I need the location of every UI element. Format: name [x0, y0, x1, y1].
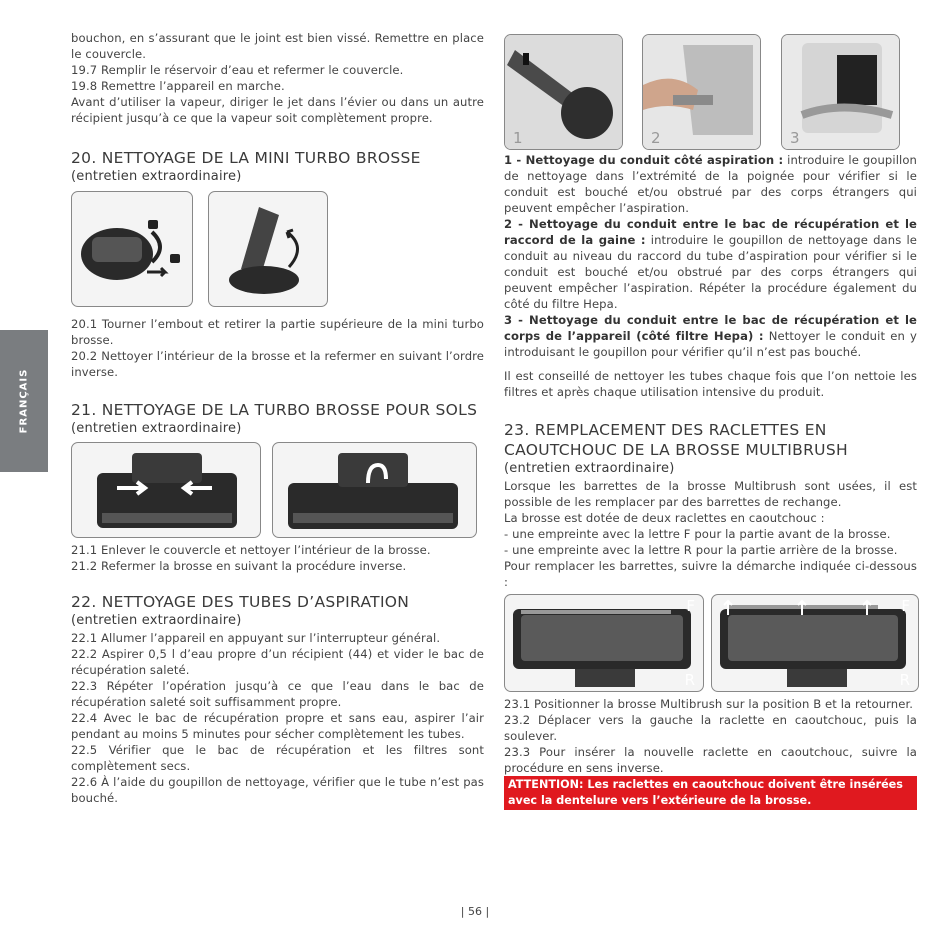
section-22-subtitle: (entretien extraordinaire) [71, 613, 242, 628]
section-23-subtitle: (entretien extraordinaire) [504, 461, 675, 476]
cleaning-item-text: Nettoyer le conduit en y introduisant le goupillon pour vérifier qu’il n’est pas bouché. [504, 329, 917, 359]
section-20-title: 20. NETTOYAGE DE LA MINI TURBO BROSSE [71, 149, 421, 167]
cleaning-photo-1 [504, 34, 623, 150]
cleaning-item-text: introduire le goupillon de nettoyage dans le conduit au niveau du raccord du tube d’aspiration pour vérifier si le conduit est bouché et/ou obstrué par des corps étrangers qui peuvent empêcher l’aspiration. Répéter la procédure également du côté du filtre Hepa. [504, 233, 918, 311]
section-20-figures [71, 186, 484, 316]
front-letter: F [901, 597, 910, 615]
section-21-title: 21. NETTOYAGE DE LA TURBO BROSSE POUR SOLS [71, 401, 478, 419]
photo-number: 2 [651, 129, 661, 147]
paragraph: 20.1 Tourner l’embout et retirer la partie supérieure de la mini turbo brosse. [71, 317, 484, 347]
tube-cleaning-figures [504, 30, 917, 152]
paragraph: bouchon, en s’assurant que le joint est bien vissé. Remettre en place le couvercle. [71, 31, 484, 61]
photo-number: 3 [790, 129, 800, 147]
attention-notice: ATTENTION: Les raclettes en caoutchouc doivent être insérées avec la dentelure vers l’extérieure de la brosse. [504, 776, 917, 810]
advice-paragraph: Il est conseillé de nettoyer les tubes chaque fois que l’on nettoie les filtres et après chaque utilisation intensive du produit. [504, 369, 917, 399]
paragraph: Avant d’utiliser la vapeur, diriger le jet dans l’évier ou dans un autre récipient jusqu’à ce que la vapeur soit complètement propre. [71, 95, 484, 125]
paragraph: 22.1 Allumer l’appareil en appuyant sur l’interrupteur général. [71, 631, 441, 645]
paragraph: - une empreinte avec la lettre R pour la partie arrière de la brosse. [504, 543, 898, 557]
paragraph: 21.2 Refermer la brosse en suivant la procédure inverse. [71, 559, 407, 573]
section-22-title: 22. NETTOYAGE DES TUBES D’ASPIRATION [71, 593, 410, 611]
paragraph: 23.3 Pour insérer la nouvelle raclette en caoutchouc, suivre la procédure en sens inverse. [504, 745, 917, 775]
section-23-title: 23. REMPLACEMENT DES RACLETTES EN CAOUTCHOUC DE LA BROSSE MULTIBRUSH [504, 421, 848, 459]
paragraph: 23.2 Déplacer vers la gauche la raclette en caoutchouc, puis la soulever. [504, 713, 917, 743]
paragraph: 22.5 Vérifier que le bac de récupération et les filtres sont complètement secs. [71, 743, 484, 773]
cleaning-item-text: introduire le goupillon de nettoyage dans l’extrémité de la poignée pour vérifier si le conduit est bouché et/ou obstrué par des corps étrangers qui peuvent empêcher l’aspiration. [504, 153, 917, 215]
cleaning-item-2 [504, 216, 917, 312]
cleaning-photo-2 [642, 34, 761, 150]
front-letter: F [686, 597, 695, 615]
mini-turbo-brush-closed-image [208, 191, 328, 307]
turbo-brush-cover-image [71, 442, 261, 538]
paragraph: 22.2 Aspirer 0,5 l d’eau propre d’un récipient (44) et vider le bac de récupération saleté. [71, 647, 484, 677]
section-21-subtitle: (entretien extraordinaire) [71, 421, 242, 436]
section-23-figures [504, 590, 917, 696]
left-column [71, 30, 484, 806]
mini-turbo-brush-open-image [71, 191, 193, 307]
page-number: | 56 | [460, 905, 490, 918]
paragraph: 20.2 Nettoyer l’intérieur de la brosse et la refermer en suivant l’ordre inverse. [71, 349, 484, 379]
cleaning-item-1 [504, 152, 917, 216]
right-column [504, 30, 917, 810]
section-20-subtitle: (entretien extraordinaire) [71, 169, 242, 184]
paragraph: Lorsque les barrettes de la brosse Multibrush sont usées, il est possible de les remplacer par des barrettes de rechange. [504, 479, 917, 509]
paragraph: Pour remplacer les barrettes, suivre la démarche indiquée ci-dessous : [504, 559, 917, 589]
multibrush-figure-1 [504, 594, 704, 692]
cleaning-item-3 [504, 312, 917, 360]
paragraph: La brosse est dotée de deux raclettes en caoutchouc : [504, 511, 825, 525]
language-label: FRANÇAIS [18, 368, 30, 434]
section-21-figures [71, 438, 484, 542]
language-side-tab [0, 330, 48, 472]
cleaning-item-title: 1 - Nettoyage du conduit côté aspiration : [504, 153, 784, 167]
paragraph: - une empreinte avec la lettre F pour la partie avant de la brosse. [504, 527, 891, 541]
cleaning-item-title: 2 - Nettoyage du conduit entre le bac de récupération et le raccord de la gaine : [504, 217, 917, 247]
cleaning-photo-3 [781, 34, 900, 150]
rear-letter: R [684, 671, 695, 689]
multibrush-figure-2 [711, 594, 919, 692]
paragraph: 19.7 Remplir le réservoir d’eau et refermer le couvercle. [71, 63, 404, 77]
paragraph: 22.4 Avec le bac de récupération propre et sans eau, aspirer l’air pendant au moins 5 minutes pour sécher complètement les tubes. [71, 711, 484, 741]
paragraph: 22.3 Répéter l’opération jusqu’à ce que l’eau dans le bac de récupération saleté soit suffisamment propre. [71, 679, 484, 709]
paragraph: 21.1 Enlever le couvercle et nettoyer l’intérieur de la brosse. [71, 543, 431, 557]
photo-number: 1 [513, 129, 523, 147]
paragraph: 23.1 Positionner la brosse Multibrush sur la position B et la retourner. [504, 697, 914, 711]
cleaning-item-title: 3 - Nettoyage du conduit entre le bac de récupération et le corps de l’appareil (côté filtre Hepa) : [504, 313, 917, 343]
paragraph: 19.8 Remettre l’appareil en marche. [71, 79, 285, 93]
turbo-brush-open-image [272, 442, 477, 538]
rear-letter: R [899, 671, 910, 689]
paragraph: 22.6 À l’aide du goupillon de nettoyage, vérifier que le tube n’est pas bouché. [71, 775, 484, 805]
